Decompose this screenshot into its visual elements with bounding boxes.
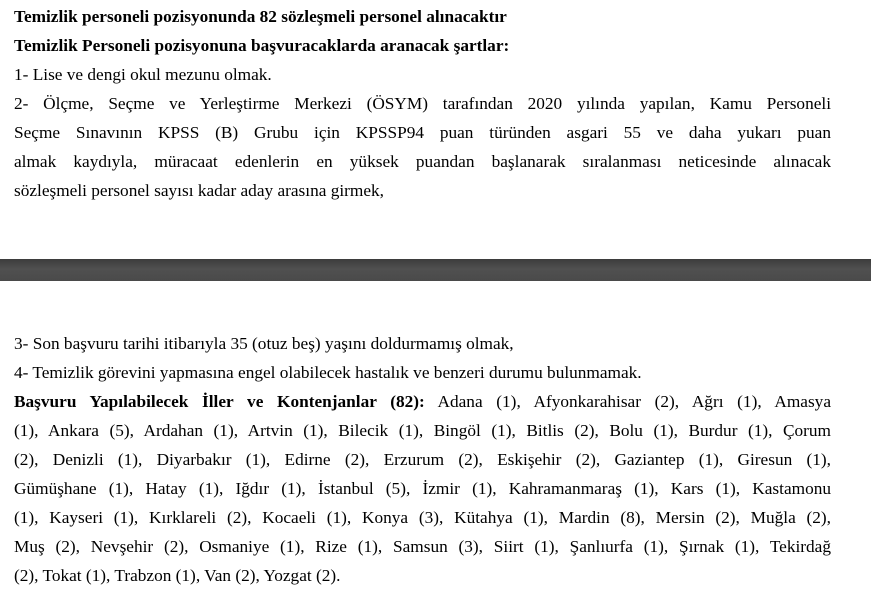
requirement-item-2-line-2: Seçme Sınavının KPSS (B) Grubu için KPSSP94 puan türünden asgari 55 ve daha yukarı puan [14, 123, 831, 142]
document-title: Temizlik personeli pozisyonunda 82 sözleşmeli personel alınacaktır [14, 7, 507, 26]
document-page-bottom [0, 281, 871, 598]
requirement-item-3: 3- Son başvuru tarihi itibarıyla 35 (otuz beş) yaşını doldurmamış olmak, [14, 334, 514, 353]
quota-line-1-text: Adana (1), Afyonkarahisar (2), Ağrı (1), Amasya [424, 392, 831, 411]
requirement-item-1: 1- Lise ve dengi okul mezunu olmak. [14, 65, 272, 84]
document-page-top [0, 0, 871, 259]
page-separator [0, 259, 871, 281]
requirement-item-2-line-1: 2- Ölçme, Seçme ve Yerleştirme Merkezi (ÖSYM) tarafından 2020 yılında yapılan, Kamu Personeli [14, 94, 831, 113]
quota-line-2: (1), Ankara (5), Ardahan (1), Artvin (1), Bilecik (1), Bingöl (1), Bitlis (2), Bolu (1), Burdur (1), Çorum [14, 421, 831, 440]
requirement-item-4: 4- Temizlik görevini yapmasına engel olabilecek hastalık ve benzeri durumu bulunmamak. [14, 363, 642, 382]
requirement-item-2-line-3: almak kaydıyla, müracaat edenlerin en yüksek puandan başlanarak sıralanması neticesinde alınacak [14, 152, 831, 171]
quota-line-7: (2), Tokat (1), Trabzon (1), Van (2), Yozgat (2). [14, 566, 341, 585]
requirements-heading: Temizlik Personeli pozisyonuna başvuracaklarda aranacak şartlar: [14, 36, 510, 55]
requirement-item-2-line-4: sözleşmeli personel sayısı kadar aday arasına girmek, [14, 181, 384, 200]
quota-line-5: (1), Kayseri (1), Kırklareli (2), Kocaeli (1), Konya (3), Kütahya (1), Mardin (8), Mersin (2), Muğla (2), [14, 508, 831, 527]
quota-line-4: Gümüşhane (1), Hatay (1), Iğdır (1), İstanbul (5), İzmir (1), Kahramanmaraş (1), Kars (1), Kastamonu [14, 479, 831, 498]
quota-line-6: Muş (2), Nevşehir (2), Osmaniye (1), Rize (1), Samsun (3), Siirt (1), Şanlıurfa (1), Şırnak (1), Tekirdağ [14, 537, 831, 556]
quota-line-3: (2), Denizli (1), Diyarbakır (1), Edirne (2), Erzurum (2), Eskişehir (2), Gaziantep (1), Giresun (1), [14, 450, 831, 469]
quota-line-1 [14, 387, 831, 416]
quota-label: Başvuru Yapılabilecek İller ve Kontenjanlar (82): [14, 392, 425, 411]
